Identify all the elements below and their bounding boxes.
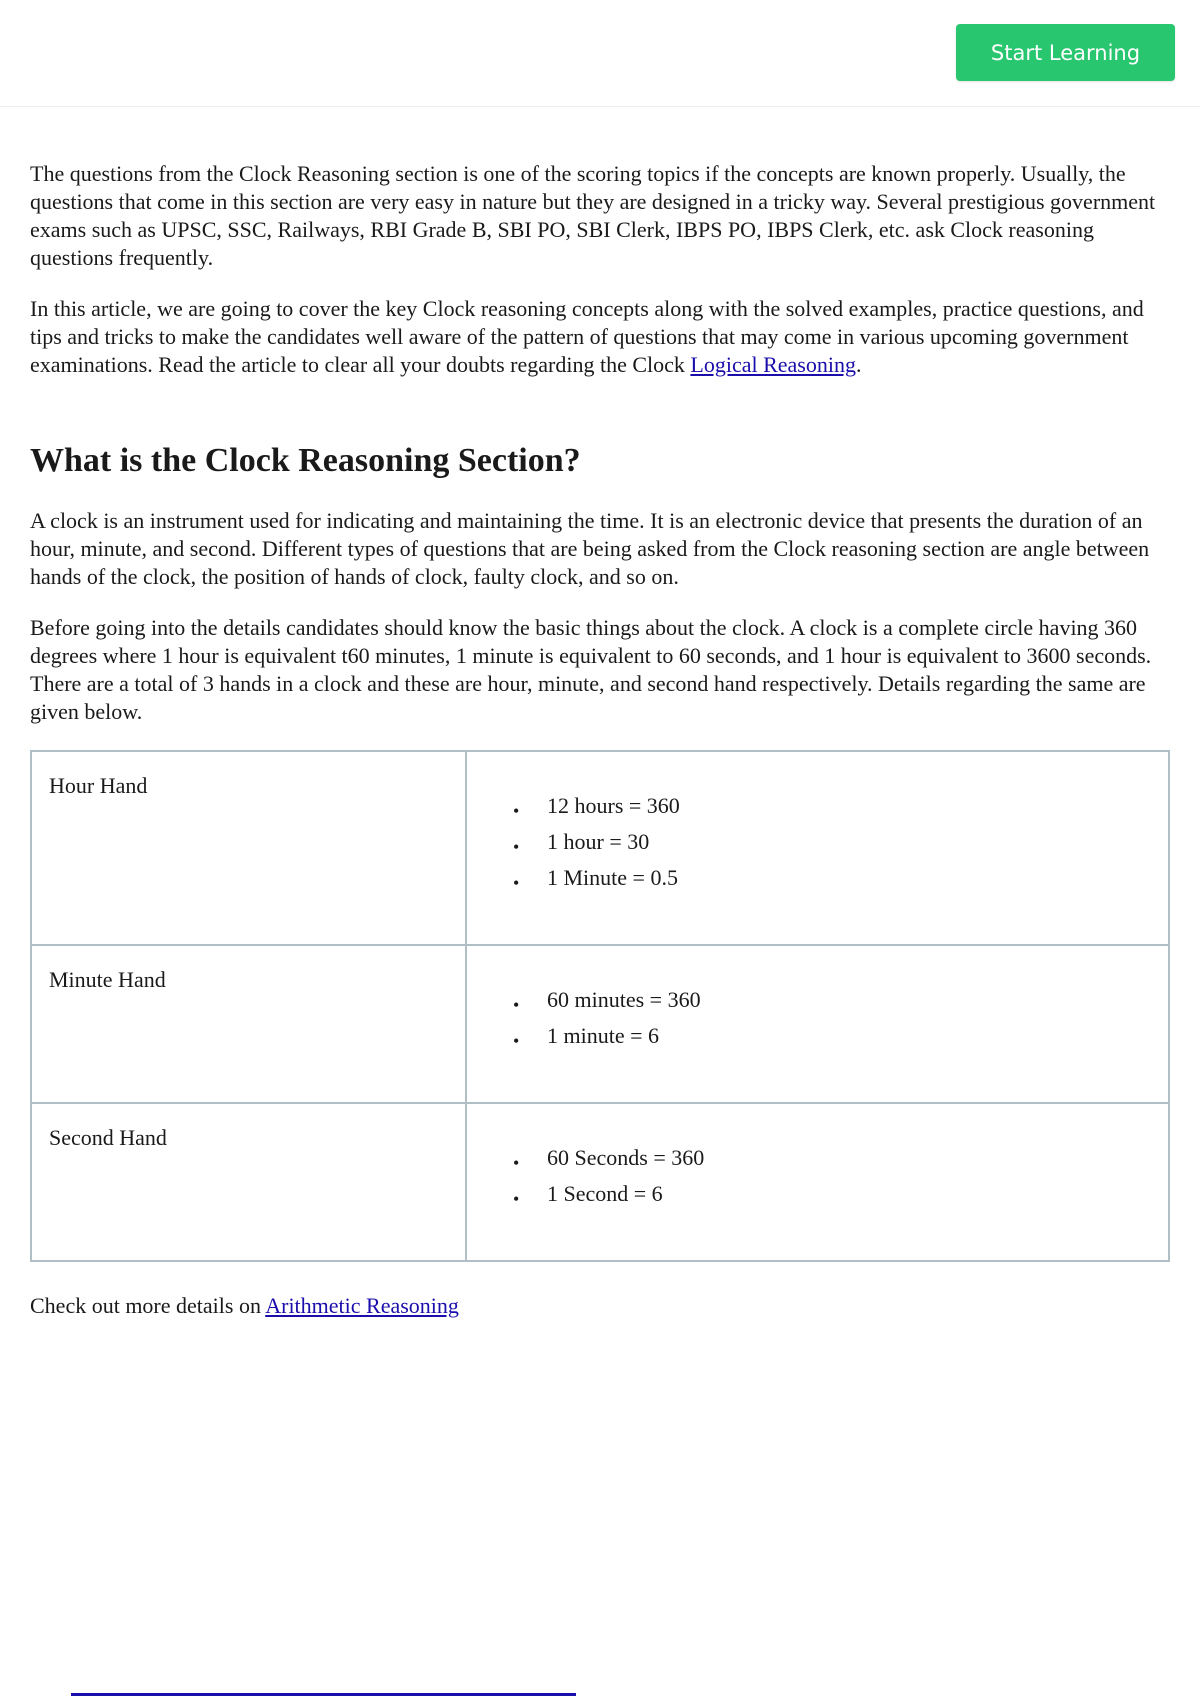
minute-hand-label: Minute Hand — [49, 967, 166, 992]
table-cell-values — [466, 1103, 1169, 1261]
list-item-text: 1 Minute = 0.5 — [547, 865, 678, 890]
table-row — [31, 1103, 1169, 1261]
table-cell-values — [466, 945, 1169, 1103]
table-row — [31, 945, 1169, 1103]
overview-text-end: . — [855, 352, 862, 377]
clock-basics-paragraph: Before going into the details candidates should know the basic things about the clock. A clock is a complete circle having 360 degrees where 1 hour is equivalent t60 minutes, 1 minute is equivalent to 60 seconds, and 1 hour is equivalent to 3600 seconds. There are a total of 3 hands in a clock and these are hour, minute, and second hand respectively. Details regarding the same are given below. — [30, 615, 1152, 724]
section-heading: What is the Clock Reasoning Section? — [30, 442, 581, 479]
bullet-icon: • — [513, 837, 520, 857]
minute-hand-list — [467, 946, 1168, 1050]
hour-hand-list — [467, 752, 1168, 892]
bullet-icon: • — [513, 1189, 520, 1209]
list-item-text: 60 minutes = 360 — [547, 987, 701, 1012]
arithmetic-reasoning-link[interactable]: Arithmetic Reasoning — [265, 1293, 459, 1318]
table-cell-label — [31, 945, 466, 1103]
bullet-icon: • — [513, 995, 520, 1015]
bullet-icon: • — [513, 801, 520, 821]
list-item-text: 1 minute = 6 — [547, 1023, 660, 1048]
clock-definition-paragraph: A clock is an instrument used for indicating and maintaining the time. It is an electronic device that presents the duration of an hour, minute, and second. Different types of questions that are being asked from the Clock reasoning section are angle between hands of the clock, the position of hands of clock, faulty clock, and so on. — [30, 508, 1150, 589]
start-learning-button[interactable]: Start Learning — [956, 24, 1175, 81]
table-row — [31, 751, 1169, 945]
hour-hand-label: Hour Hand — [49, 773, 148, 798]
list-item — [513, 986, 1168, 1015]
top-bar — [0, 0, 1200, 107]
list-item-text: 12 hours = 360 — [547, 793, 680, 818]
table-cell-label — [31, 1103, 466, 1261]
list-item-text: 60 Seconds = 360 — [547, 1145, 705, 1170]
more-details-text: Check out more details on — [30, 1293, 266, 1318]
logical-reasoning-link[interactable]: Logical Reasoning — [690, 352, 856, 377]
bullet-icon: • — [513, 873, 520, 893]
list-item-text: 1 hour = 30 — [547, 829, 650, 854]
table-cell-values — [466, 751, 1169, 945]
second-hand-label: Second Hand — [49, 1125, 167, 1150]
list-item — [513, 1144, 1168, 1173]
more-details-paragraph — [30, 1292, 1170, 1320]
list-item-text: 1 Second = 6 — [547, 1181, 663, 1206]
second-hand-list — [467, 1104, 1168, 1208]
list-item — [513, 828, 1168, 857]
list-item — [513, 1022, 1168, 1051]
bullet-icon: • — [513, 1031, 520, 1051]
list-item — [513, 1180, 1168, 1209]
bullet-icon: • — [513, 1153, 520, 1173]
clock-hands-table — [30, 750, 1170, 1262]
list-item — [513, 792, 1168, 821]
intro-paragraph: The questions from the Clock Reasoning section is one of the scoring topics if the concepts are known properly. Usually, the questions that come in this section are very easy in nature but they are designed in a tricky way. Several prestigious government exams such as UPSC, SSC, Railways, RBI Grade B, SBI PO, SBI Clerk, IBPS PO, IBPS Clerk, etc. ask Clock reasoning questions frequently. — [30, 161, 1156, 270]
article-overview-paragraph — [30, 295, 1170, 379]
overview-text: In this article, we are going to cover the key Clock reasoning concepts along with the solved examples, practice questions, and tips and tricks to make the candidates well aware of the pattern of questions that may come in various upcoming government examinations. Read the article to clear all your doubts regarding the Clock — [30, 296, 1144, 377]
list-item — [513, 864, 1168, 893]
table-cell-label — [31, 751, 466, 945]
